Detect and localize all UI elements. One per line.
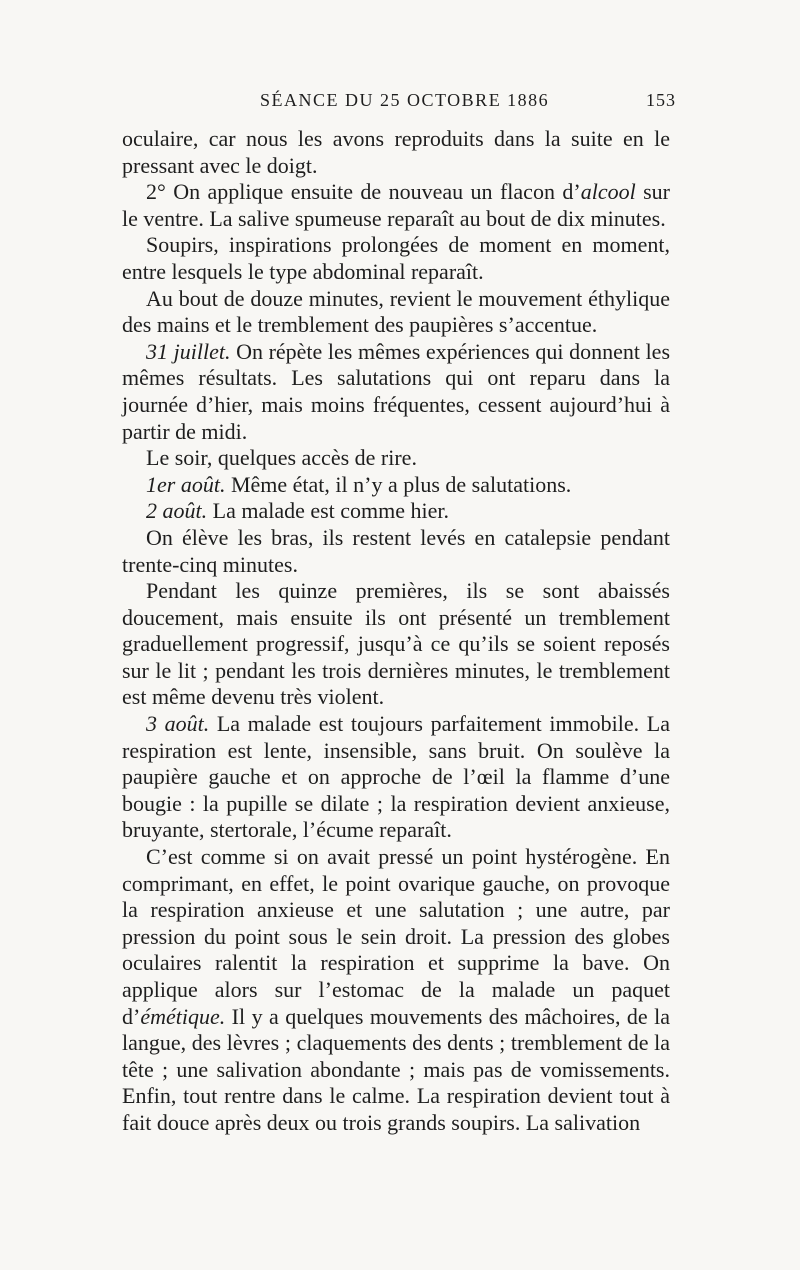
paragraph: C’est comme si on avait pressé un point hystérogène. En comprimant, en effet, le point ovarique gauche, on provoque la respiration anxieuse et une salutation ; une autre, par pression du point sous le sein droit. La pression des globes oculaires ralentit la respiration et supprime la bave. On applique alors sur l’estomac de la malade un paquet d’émétique. Il y a quelques mouvements des mâchoires, de la langue, des lèvres ; claquements des dents ; tremblement de la tête ; une salivation abondante ; mais pas de vomissements. Enfin, tout rentre dans le calme. La respiration devient tout à fait douce après deux ou trois grands soupirs. La salivation <box>122 844 670 1135</box>
paragraph: 1er août. Même état, il n’y a plus de salutations. <box>146 471 572 497</box>
paragraph: oculaire, car nous les avons reproduits dans la suite en le pressant avec le doigt. <box>122 126 670 178</box>
paragraph: Pendant les quinze premières, ils se sont abaissés doucement, mais ensuite ils ont présenté un tremblement graduellement progressif, jusqu’à ce qu’ils se soient reposés sur le lit ; pendant les trois dernières minutes, le tremblement est même devenu très violent. <box>122 578 670 710</box>
paragraph: Soupirs, inspirations prolongées de moment en moment, entre lesquels le type abdominal reparaît. <box>122 232 670 284</box>
running-head <box>120 86 676 116</box>
body-text <box>122 126 670 1137</box>
paragraph: 2° On applique ensuite de nouveau un flacon d’alcool sur le ventre. La salive spumeuse reparaît au bout de dix minutes. <box>122 179 671 231</box>
paragraph: Le soir, quelques accès de rire. <box>146 445 417 471</box>
paragraph: 2 août. La malade est comme hier. <box>146 498 450 524</box>
paragraph: Au bout de douze minutes, revient le mouvement éthylique des mains et le tremblement des paupières s’accentue. <box>122 285 670 338</box>
paragraph: 31 juillet. On répète les mêmes expériences qui donnent les mêmes résultats. Les salutations qui ont reparu dans la journée d’hier, mais moins fréquentes, cessent aujourd’hui à partir de midi. <box>122 338 671 444</box>
paragraph: On élève les bras, ils restent levés en catalepsie pendant trente-cinq minutes. <box>122 524 670 577</box>
paragraph: 3 août. La malade est toujours parfaitement immobile. La respiration est lente, insensible, sans bruit. On soulève la paupière gauche et on approche de l’œil la flamme d’une bougie : la pupille se dilate ; la respiration devient anxieuse, bruyante, stertorale, l’écume reparaît. <box>122 711 670 843</box>
running-title: SÉANCE DU 25 OCTOBRE 1886 <box>260 90 550 110</box>
page-number: 153 <box>646 90 676 110</box>
